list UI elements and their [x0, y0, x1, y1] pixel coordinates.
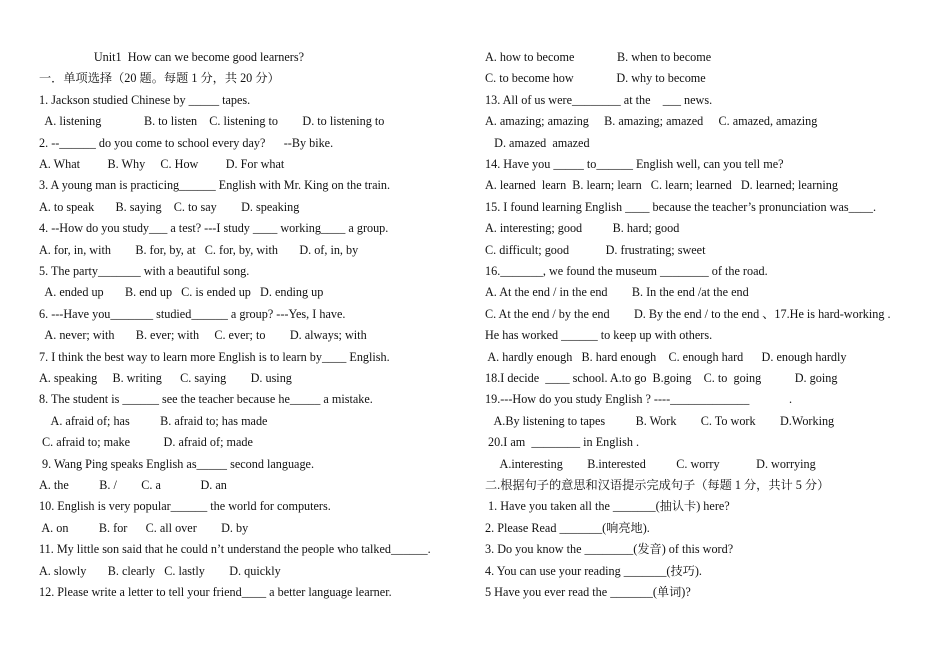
exam-line: A. amazing; amazing B. amazing; amazed C. amazed, amazing — [485, 114, 818, 129]
exam-line: C. At the end / by the end D. By the end / to the end 、17.He is hard-working . — [485, 306, 891, 321]
exam-line: 9. Wang Ping speaks English as_____ second language. — [39, 456, 315, 471]
exam-line: 3. A young man is practicing______ English with Mr. King on the train. — [39, 178, 391, 193]
exam-line: A. how to become B. when to become — [485, 50, 712, 64]
exam-line: 1. Jackson studied Chinese by _____ tapes. — [39, 92, 251, 107]
exam-line: A. speaking B. writing C. saying D. using — [39, 371, 292, 385]
exam-line: 2. --______ do you come to school every day? --By bike. — [39, 135, 334, 150]
exam-line: A.interesting B.interested C. worry D. worrying — [485, 456, 816, 471]
exam-line: A. hardly enough B. hard enough C. enough hard D. enough hardly — [485, 349, 847, 364]
exam-line: 13. All of us were________ at the ___ news. — [485, 92, 713, 107]
exam-line: 二.根据句子的意思和汉语提示完成句子（每题 1 分，共计 5 分） — [485, 478, 830, 492]
exam-line: 18.I decide ____ school. A.to go B.going C. to going D. going — [485, 371, 838, 385]
exam-line: 5. The party_______ with a beautiful song. — [39, 264, 250, 278]
exam-line: Unit1 How can we become good learners? — [39, 50, 305, 64]
exam-line: A. What B. Why C. How D. For what — [39, 157, 285, 171]
exam-line: C. to become how D. why to become — [485, 71, 706, 86]
exam-line: 3. Do you know the ________(发音) of this word? — [485, 542, 734, 557]
exam-line: A.By listening to tapes B. Work C. To work D.Working — [485, 413, 835, 428]
exam-line: 14. Have you _____ to______ English well, can you tell me? — [485, 157, 784, 171]
exam-line: A. learned learn B. learn; learn C. learn; learned D. learned; learning — [485, 178, 838, 193]
exam-line: 11. My little son said that he could n’t understand the people who talked______. — [39, 542, 431, 557]
exam-line: 6. ---Have you_______ studied______ a group? ---Yes, I have. — [39, 306, 346, 321]
exam-line: 7. I think the best way to learn more English is to learn by____ English. — [39, 349, 390, 364]
exam-line: A. At the end / in the end B. In the end /at the end — [485, 285, 749, 300]
exam-line: 4. --How do you study___ a test? ---I study ____ working____ a group. — [39, 221, 389, 236]
exam-line: 5 Have you ever read the _______(单词)? — [485, 585, 691, 599]
exam-line: He has worked ______ to keep up with others. — [485, 328, 713, 343]
exam-line: A. the B. / C. a D. an — [39, 478, 227, 492]
exam-line: 16._______, we found the museum ________ of the road. — [485, 264, 768, 278]
exam-line: A. never; with B. ever; with C. ever; to D. always; with — [39, 328, 367, 343]
exam-line: 19.---How do you study English ? ----_____________ . — [485, 392, 793, 407]
exam-line: A. listening B. to listen C. listening to D. to listening to — [39, 114, 385, 129]
exam-line: 20.I am ________ in English . — [485, 435, 640, 450]
exam-line: 4. You can use your reading _______(技巧). — [485, 563, 702, 578]
exam-line: 一．单项选择（20 题。每题 1 分，共 20 分） — [39, 71, 280, 86]
exam-line: 1. Have you taken all the _______(抽认卡) here? — [485, 499, 730, 514]
exam-line: D. amazed amazed — [485, 135, 590, 150]
exam-line: A. afraid of; has B. afraid to; has made — [39, 413, 268, 428]
exam-line: A. interesting; good B. hard; good — [485, 221, 680, 236]
exam-line: A. to speak B. saying C. to say D. speaking — [39, 199, 300, 214]
exam-line: 12. Please write a letter to tell your friend____ a better language learner. — [39, 585, 392, 599]
exam-line: 8. The student is ______ see the teacher because he_____ a mistake. — [39, 392, 373, 407]
exam-line: C. difficult; good D. frustrating; sweet — [485, 242, 706, 257]
exam-line: 2. Please Read _______(响亮地). — [485, 520, 650, 535]
exam-line: 15. I found learning English ____ because the teacher’s pronunciation was____. — [485, 199, 877, 214]
exam-line: C. afraid to; make D. afraid of; made — [39, 435, 253, 450]
exam-line: 10. English is very popular______ the world for computers. — [39, 499, 331, 514]
exam-line: A. for, in, with B. for, by, at C. for, by, with D. of, in, by — [39, 242, 359, 257]
exam-line: A. on B. for C. all over D. by — [39, 520, 249, 535]
exam-line: A. ended up B. end up C. is ended up D. ending up — [39, 285, 324, 300]
exam-line: A. slowly B. clearly C. lastly D. quickly — [39, 563, 281, 578]
